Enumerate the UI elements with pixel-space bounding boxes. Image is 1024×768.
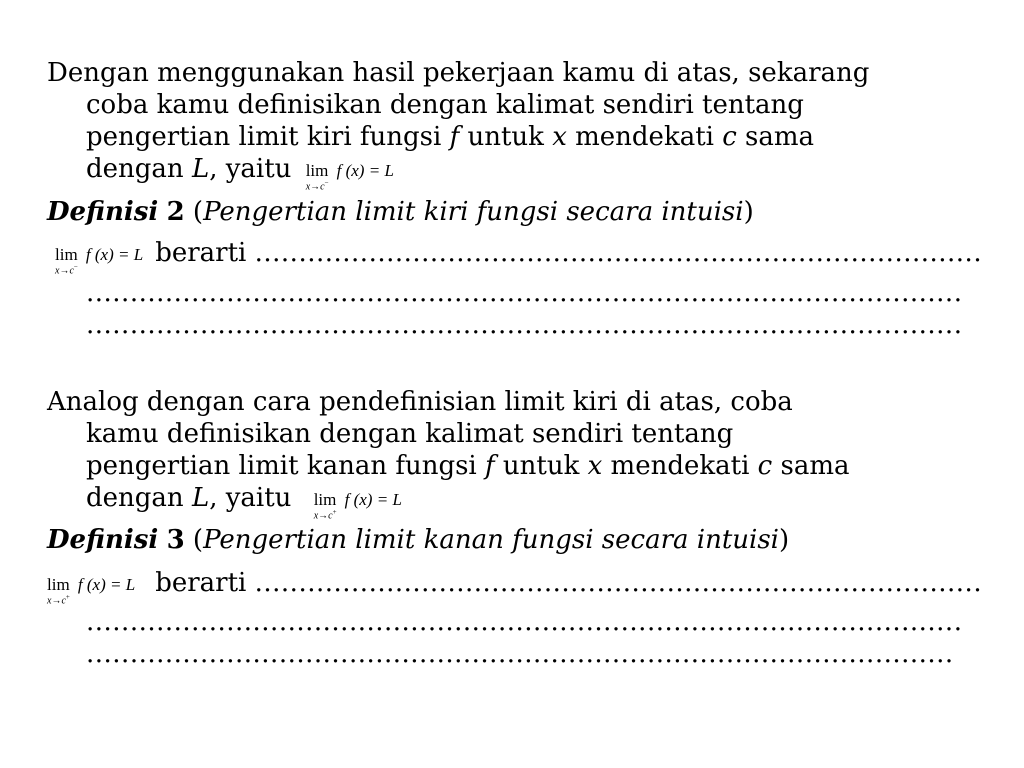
paragraph1-var-x: x: [552, 122, 567, 152]
limit-word: lim: [55, 244, 78, 264]
definisi2-label: Definisi: [47, 197, 159, 227]
definisi2-caption: Pengertian limit kiri fungsi secara intuisi: [203, 197, 744, 227]
definisi3-line1: [47, 568, 983, 606]
definisi2-close-paren: ): [743, 197, 754, 227]
definisi3-caption: Pengertian limit kanan fungsi secara intuisi: [203, 525, 779, 555]
paragraph1-line1: [47, 58, 869, 88]
definisi3-open-paren: (: [184, 525, 204, 555]
definisi2-dotted-line-2: ....................................................................................................: [86, 278, 963, 308]
paragraph2-var-c: c: [757, 451, 773, 481]
limit-word: lim: [305, 160, 329, 180]
definisi2-line1: [55, 238, 983, 276]
limit-function-expression: f (x) = L: [85, 244, 144, 264]
limit-subscript-text: x→c: [313, 509, 333, 521]
paragraph1-line4-text-b: , yaitu: [209, 154, 292, 184]
definisi3-heading: [47, 525, 789, 555]
paragraph2-line2-text: kamu definisikan dengan kalimat sendiri tentang: [86, 419, 734, 449]
limit-subscript: [306, 178, 329, 192]
definisi3-dotted-fill-1: ...................................................................................: [254, 568, 983, 598]
paragraph2-line2: [86, 419, 733, 449]
limit-subscript: [47, 592, 70, 606]
paragraph2-line3-text-d: sama: [772, 451, 850, 481]
limit-subscript-sign: +: [65, 592, 70, 601]
limit-subscript-sign: +: [332, 507, 337, 516]
definisi3-dotted-line-3: ...................................................................................................: [86, 639, 954, 669]
limit-left-expression: [305, 160, 394, 192]
paragraph1-line3-text-c: mendekati: [566, 122, 723, 152]
paragraph2-var-f: f: [485, 451, 495, 481]
limit-subscript-text: x→c: [55, 264, 74, 276]
paragraph2-line3-text-b: untuk: [494, 451, 588, 481]
paragraph2-line3-text-a: pengertian limit kanan fungsi: [86, 451, 486, 481]
limit-word: lim: [313, 489, 337, 509]
definisi3-number: 3: [166, 525, 185, 555]
paragraph1-line3-text-a: pengertian limit kiri fungsi: [86, 122, 450, 152]
limit-function-expression: f (x) = L: [344, 489, 402, 509]
paragraph2-line3: [86, 451, 849, 481]
paragraph1-var-c: c: [722, 122, 737, 152]
limit-right-expression: [313, 489, 402, 521]
definisi2-heading: [47, 197, 754, 227]
limit-subscript-text: x→c: [305, 180, 325, 192]
paragraph2-var-x: x: [587, 451, 603, 481]
limit-word: lim: [47, 574, 70, 594]
limit-subscript: [314, 507, 337, 521]
definisi3-label: Definisi: [47, 525, 159, 555]
paragraph1-line3: [86, 122, 814, 152]
limit-function-expression: f (x) = L: [77, 574, 136, 594]
paragraph1-line2-text: coba kamu definisikan dengan kalimat sendiri tentang: [86, 90, 804, 120]
limit-subscript: [55, 262, 78, 276]
paragraph2-line4-text-a: dengan: [86, 483, 192, 513]
limit-subscript-sign: −: [324, 178, 329, 187]
paragraph2-line4-text-b: , yaitu: [209, 483, 292, 513]
definisi2-limit-expression: [55, 244, 144, 276]
paragraph1-line3-text-b: untuk: [459, 122, 553, 152]
definisi3-limit-expression: [47, 574, 136, 606]
paragraph2-line3-text-c: mendekati: [602, 451, 758, 481]
limit-function-expression: f (x) = L: [336, 160, 394, 180]
definisi3-close-paren: ): [779, 525, 790, 555]
paragraph2-var-L: L: [191, 483, 210, 513]
paragraph1-line2: [86, 90, 804, 120]
paragraph2-line1-text: Analog dengan cara pendefinisian limit kiri di atas, coba: [47, 387, 793, 417]
paragraph1-line4-text-a: dengan: [86, 154, 192, 184]
paragraph2-line1: [47, 387, 793, 417]
definisi2-dotted-line-3: ....................................................................................................: [86, 310, 963, 340]
definisi2-dotted-fill-1: ...................................................................................: [254, 238, 983, 268]
definisi3-dotted-line-2: ....................................................................................................: [86, 607, 963, 637]
definisi2-berarti: berarti: [155, 238, 247, 268]
definisi2-number: 2: [166, 197, 185, 227]
paragraph1-line1-text: Dengan menggunakan hasil pekerjaan kamu di atas, sekarang: [47, 58, 870, 88]
paragraph1-var-f: f: [449, 122, 460, 152]
paragraph1-line4: [86, 154, 394, 192]
definisi3-berarti: berarti: [155, 568, 247, 598]
paragraph1-line3-text-d: sama: [736, 122, 815, 152]
paragraph2-line4: [86, 483, 402, 521]
paragraph1-var-L: L: [191, 154, 210, 184]
limit-subscript-sign: −: [73, 262, 78, 271]
limit-subscript-text: x→c: [47, 594, 66, 606]
definisi2-open-paren: (: [184, 197, 204, 227]
